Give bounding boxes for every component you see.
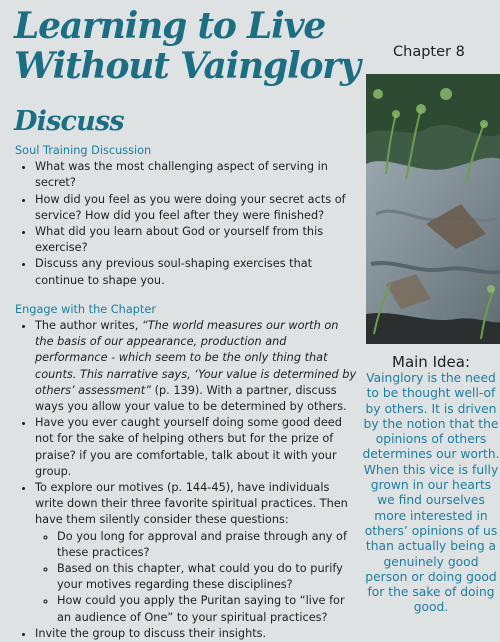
engage-list [15, 318, 357, 642]
main-idea-heading: Main Idea: [392, 353, 470, 371]
list-item-text: To explore our motives (p. 144-45), have individuals write down their three favorite spiritual practices. Then have them silently consider these questions: [35, 481, 348, 527]
main-idea-text: Vainglory is the need to be thought well-of by others. It is driven by the notion that the opinions of others determines our worth. When this vice is fully grown in our hearts we find ourselves more interested in others’ opinions of us than actually being a genuinely good person or doing good for the sake of doing good. [362, 371, 500, 615]
soul-training-list [15, 159, 357, 289]
author-quote: “The world measures our worth on the basis of our appearance, production and performance - which seem to be the only thing that counts. This narrative says, ‘Your value is determined by others’ assessment” [35, 319, 357, 397]
list-item: • What did you learn about God or yourself from this exercise? [35, 224, 357, 256]
motives-sublist [35, 529, 357, 626]
quote-prefix: The author writes, [35, 319, 142, 333]
main-idea-box [362, 354, 500, 616]
list-item: • What was the most challenging aspect of serving in secret? [35, 159, 357, 191]
discuss-heading: Discuss [14, 106, 124, 137]
list-item [35, 318, 357, 415]
page-title: Learning to Live Without Vainglory [14, 5, 360, 87]
sub-list-item: ◦ How could you apply the Puritan saying to “live for an audience of One” to your spiritual practices? [57, 593, 357, 625]
engage-heading: Engage with the Chapter [15, 302, 156, 316]
nature-photo [366, 74, 500, 344]
discussion-content [15, 143, 357, 642]
chapter-label: Chapter 8 [393, 44, 465, 60]
sub-list-item: ◦ Do you long for approval and praise through any of these practices? [57, 529, 357, 561]
list-item: • Have you ever caught yourself doing some good deed not for the sake of helping others but for the prize of praise? if you are comfortable, talk about it with your group. [35, 415, 357, 480]
list-item [35, 480, 357, 626]
list-item: • Invite the group to discuss their insights. [35, 626, 357, 642]
list-item: • How did you feel as you were doing your secret acts of service? How did you feel after they were finished? [35, 192, 357, 224]
sub-list-item: ◦ Based on this chapter, what could you do to purify your motives regarding these disciplines? [57, 561, 357, 593]
quote-suffix: (p. 139). With a partner, discuss ways you allow your value to be determined by others. [35, 383, 347, 414]
list-item: • Discuss any previous soul-shaping exercises that continue to shape you. [35, 256, 357, 288]
soul-training-heading: Soul Training Discussion [15, 144, 152, 157]
